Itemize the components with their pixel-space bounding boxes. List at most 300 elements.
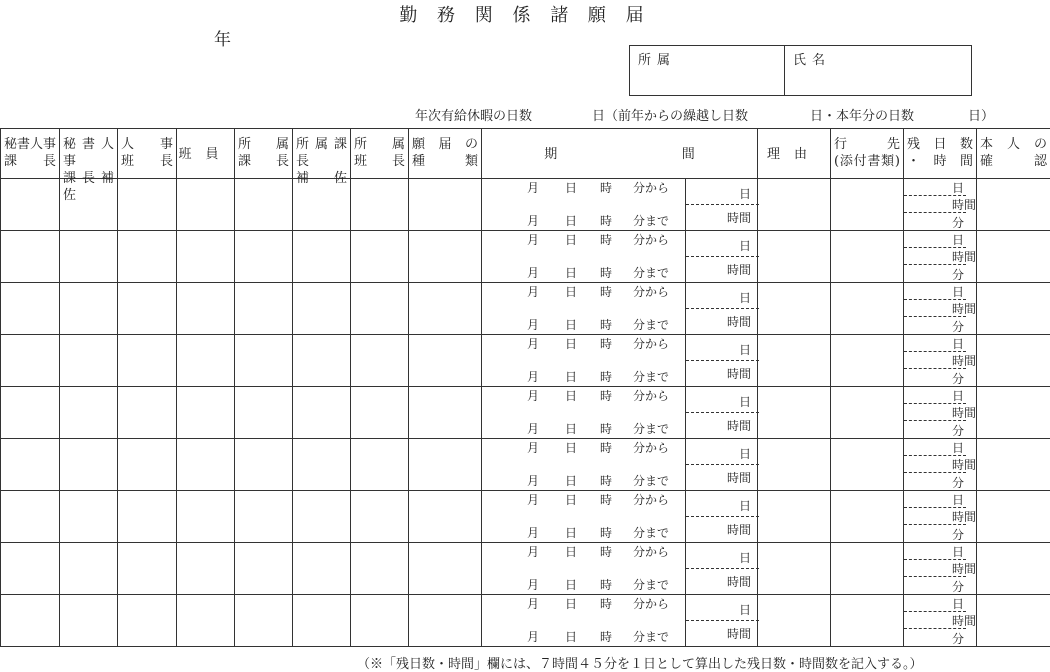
period-cell[interactable] xyxy=(482,231,758,283)
entry-cell[interactable] xyxy=(831,439,904,491)
remain-day-label: 日 xyxy=(952,595,964,612)
entry-cell[interactable] xyxy=(177,335,235,387)
header-line-2: 補佐 xyxy=(296,170,347,187)
entry-cell[interactable] xyxy=(409,439,482,491)
table-row xyxy=(1,439,1050,491)
affiliation-label: 所属 xyxy=(638,49,676,68)
from-label: 分から xyxy=(633,231,669,248)
duration-box xyxy=(685,491,759,542)
days-unit-label: 日 xyxy=(739,289,751,306)
dashed-divider xyxy=(686,620,759,621)
entry-cell[interactable] xyxy=(1,283,60,335)
hour-label: 時 xyxy=(600,491,612,508)
entry-cell[interactable] xyxy=(831,595,904,647)
period-from-line xyxy=(482,179,685,199)
current-year-days-label: 日・本年分の日数 xyxy=(810,105,914,124)
period-cell[interactable] xyxy=(482,335,758,387)
period-cell[interactable] xyxy=(482,387,758,439)
header-line-2: ・時間 xyxy=(907,153,973,170)
header-line-1: 秘書人事 xyxy=(63,136,114,170)
dashed-divider xyxy=(686,412,759,413)
dashed-divider xyxy=(904,524,966,525)
hdr-hanin xyxy=(177,129,235,179)
duration-box xyxy=(685,387,759,438)
entry-cell[interactable] xyxy=(351,439,409,491)
day-label: 日 xyxy=(565,543,577,560)
month-label: 月 xyxy=(527,212,539,229)
entry-cell[interactable] xyxy=(409,543,482,595)
day-label: 日 xyxy=(565,387,577,404)
affiliation-field[interactable] xyxy=(630,46,785,95)
period-cell[interactable] xyxy=(482,439,758,491)
remain-min-label: 分 xyxy=(952,578,964,595)
remain-hour-label: 時間 xyxy=(952,456,976,473)
entry-cell[interactable] xyxy=(235,335,293,387)
dashed-divider xyxy=(686,516,759,517)
entry-cell[interactable] xyxy=(409,335,482,387)
entry-cell[interactable] xyxy=(177,387,235,439)
until-label: 分まで xyxy=(633,576,669,593)
footnote: （※「残日数・時間」欄には、７時間４５分を１日として算出した残日数・時間数を記入する。） xyxy=(357,653,923,672)
period-until-line xyxy=(482,628,685,648)
day-label: 日 xyxy=(565,576,577,593)
header-line-1: 班員 xyxy=(178,147,232,162)
remain-hour-label: 時間 xyxy=(952,196,976,213)
until-label: 分まで xyxy=(633,524,669,541)
entry-cell[interactable] xyxy=(831,231,904,283)
days-unit-label: 日 xyxy=(739,341,751,358)
duration-box xyxy=(685,543,759,594)
header-row xyxy=(1,129,1050,179)
entry-cell[interactable] xyxy=(351,179,409,231)
year-label: 年 xyxy=(214,25,231,50)
duration-box xyxy=(685,439,759,490)
month-label: 月 xyxy=(527,335,539,352)
period-cell[interactable] xyxy=(482,595,758,647)
from-label: 分から xyxy=(633,439,669,456)
table-row xyxy=(1,387,1050,439)
day-label: 日 xyxy=(565,316,577,333)
remain-hour-label: 時間 xyxy=(952,404,976,421)
remain-day-label: 日 xyxy=(952,179,964,196)
entry-cell[interactable] xyxy=(177,491,235,543)
entry-cell[interactable] xyxy=(351,595,409,647)
hdr-type xyxy=(409,129,482,179)
entry-cell[interactable] xyxy=(118,491,177,543)
period-until-line xyxy=(482,368,685,388)
remain-min-label: 分 xyxy=(952,422,964,439)
day-label: 日 xyxy=(565,420,577,437)
entry-cell[interactable] xyxy=(1,387,60,439)
entry-cell[interactable] xyxy=(409,491,482,543)
entry-cell[interactable] xyxy=(831,543,904,595)
hour-label: 時 xyxy=(600,335,612,352)
affiliation-name-box xyxy=(629,45,972,96)
entry-cell[interactable] xyxy=(758,335,831,387)
remain-day-label: 日 xyxy=(952,231,964,248)
entry-cell[interactable] xyxy=(60,179,118,231)
form-title: 勤 務 関 係 諸 願 届 xyxy=(0,1,1050,27)
hour-label: 時 xyxy=(600,179,612,196)
from-label: 分から xyxy=(633,283,669,300)
day-label: 日 xyxy=(565,491,577,508)
entry-cell[interactable] xyxy=(351,491,409,543)
entry-cell[interactable] xyxy=(351,283,409,335)
entry-cell[interactable] xyxy=(831,491,904,543)
entry-cell[interactable] xyxy=(977,387,1050,439)
period-until-line xyxy=(482,420,685,440)
until-label: 分まで xyxy=(633,368,669,385)
day-label: 日 xyxy=(565,231,577,248)
remain-min-label: 分 xyxy=(952,214,964,231)
duration-box xyxy=(685,335,759,386)
duration-box xyxy=(685,595,759,646)
remain-day-label: 日 xyxy=(952,491,964,508)
month-label: 月 xyxy=(527,283,539,300)
table-row xyxy=(1,543,1050,595)
entry-cell[interactable] xyxy=(177,283,235,335)
entry-cell[interactable] xyxy=(177,543,235,595)
remaining-cell[interactable] xyxy=(904,387,977,439)
dashed-divider xyxy=(904,420,966,421)
entry-cell[interactable] xyxy=(235,595,293,647)
dashed-divider xyxy=(904,316,966,317)
day-label: 日 xyxy=(565,212,577,229)
hour-label: 時 xyxy=(600,212,612,229)
entry-cell[interactable] xyxy=(977,231,1050,283)
entry-cell[interactable] xyxy=(293,335,351,387)
entry-cell[interactable] xyxy=(409,283,482,335)
day-label: 日 xyxy=(565,628,577,645)
entry-cell[interactable] xyxy=(177,439,235,491)
days-unit-label: 日 xyxy=(739,237,751,254)
name-label: 氏名 xyxy=(793,49,831,68)
header-line-1: 行先 xyxy=(834,136,900,153)
entry-cell[interactable] xyxy=(293,283,351,335)
header-line-1: 所属 xyxy=(354,136,405,153)
hours-unit-label: 時間 xyxy=(727,313,751,330)
dashed-divider xyxy=(686,568,759,569)
entry-cell[interactable] xyxy=(831,335,904,387)
entry-cell[interactable] xyxy=(351,335,409,387)
entry-cell[interactable] xyxy=(758,283,831,335)
hdr-hisho-kacho xyxy=(1,129,60,179)
entry-cell[interactable] xyxy=(977,543,1050,595)
entry-cell[interactable] xyxy=(235,387,293,439)
month-label: 月 xyxy=(527,628,539,645)
period-until-line xyxy=(482,212,685,232)
entry-cell[interactable] xyxy=(118,283,177,335)
period-from-line xyxy=(482,283,685,303)
from-label: 分から xyxy=(633,491,669,508)
dashed-divider xyxy=(904,368,966,369)
entry-cell[interactable] xyxy=(235,543,293,595)
remaining-cell[interactable] xyxy=(904,595,977,647)
entry-cell[interactable] xyxy=(831,387,904,439)
remain-hour-label: 時間 xyxy=(952,508,976,525)
entry-cell[interactable] xyxy=(60,595,118,647)
hour-label: 時 xyxy=(600,472,612,489)
header-line-1: 人事 xyxy=(121,136,173,153)
entry-cell[interactable] xyxy=(409,595,482,647)
entry-cell[interactable] xyxy=(118,179,177,231)
entry-cell[interactable] xyxy=(235,231,293,283)
month-label: 月 xyxy=(527,472,539,489)
period-cell[interactable] xyxy=(482,283,758,335)
entry-cell[interactable] xyxy=(177,179,235,231)
period-until-line xyxy=(482,576,685,596)
remaining-cell[interactable] xyxy=(904,179,977,231)
entry-cell[interactable] xyxy=(118,387,177,439)
hdr-shozoku-kacho xyxy=(235,129,293,179)
header-line-1: 理由 xyxy=(767,147,821,162)
entry-cell[interactable] xyxy=(293,595,351,647)
period-from-line xyxy=(482,439,685,459)
month-label: 月 xyxy=(527,576,539,593)
dashed-divider xyxy=(904,576,966,577)
entry-cell[interactable] xyxy=(1,543,60,595)
hour-label: 時 xyxy=(600,628,612,645)
day-label: 日 xyxy=(565,524,577,541)
remain-min-label: 分 xyxy=(952,370,964,387)
remain-hour-label: 時間 xyxy=(952,248,976,265)
entry-cell[interactable] xyxy=(409,231,482,283)
hour-label: 時 xyxy=(600,543,612,560)
period-until-line xyxy=(482,316,685,336)
remain-day-label: 日 xyxy=(952,439,964,456)
entry-cell[interactable] xyxy=(977,439,1050,491)
remain-min-label: 分 xyxy=(952,266,964,283)
entry-cell[interactable] xyxy=(118,543,177,595)
month-label: 月 xyxy=(527,368,539,385)
remain-min-label: 分 xyxy=(952,318,964,335)
entry-cell[interactable] xyxy=(758,179,831,231)
remaining-cell[interactable] xyxy=(904,231,977,283)
duration-box xyxy=(685,283,759,334)
hdr-shozoku-hancho xyxy=(351,129,409,179)
from-label: 分から xyxy=(633,543,669,560)
remaining-cell[interactable] xyxy=(904,335,977,387)
header-line-1: 所属 xyxy=(238,136,289,153)
entry-cell[interactable] xyxy=(235,491,293,543)
table-row xyxy=(1,179,1050,231)
header-line-2: 間 xyxy=(682,146,695,163)
until-label: 分まで xyxy=(633,628,669,645)
period-cell[interactable] xyxy=(482,179,758,231)
from-label: 分から xyxy=(633,335,669,352)
entry-cell[interactable] xyxy=(758,491,831,543)
entry-cell[interactable] xyxy=(235,439,293,491)
entry-cell[interactable] xyxy=(60,231,118,283)
duration-box xyxy=(685,179,759,230)
entry-cell[interactable] xyxy=(977,283,1050,335)
dashed-divider xyxy=(686,204,759,205)
hdr-shozoku-hosa xyxy=(293,129,351,179)
dashed-divider xyxy=(686,464,759,465)
entry-cell[interactable] xyxy=(1,335,60,387)
entry-cell[interactable] xyxy=(977,595,1050,647)
remain-day-label: 日 xyxy=(952,283,964,300)
period-until-line xyxy=(482,472,685,492)
header-line-2: 班長 xyxy=(354,153,405,170)
month-label: 月 xyxy=(527,387,539,404)
entry-cell[interactable] xyxy=(60,543,118,595)
entry-cell[interactable] xyxy=(1,595,60,647)
period-from-line xyxy=(482,491,685,511)
entry-cell[interactable] xyxy=(758,387,831,439)
entry-cell[interactable] xyxy=(118,595,177,647)
month-label: 月 xyxy=(527,524,539,541)
entry-cell[interactable] xyxy=(293,231,351,283)
days-unit-label: 日 xyxy=(739,497,751,514)
entry-cell[interactable] xyxy=(758,543,831,595)
entry-cell[interactable] xyxy=(351,231,409,283)
table-row xyxy=(1,335,1050,387)
header-line-1: 所属課長 xyxy=(296,136,347,170)
entry-cell[interactable] xyxy=(118,231,177,283)
entry-cell[interactable] xyxy=(118,439,177,491)
days-unit-label: 日 xyxy=(739,185,751,202)
hours-unit-label: 時間 xyxy=(727,625,751,642)
period-from-line xyxy=(482,543,685,563)
entry-cell[interactable] xyxy=(293,387,351,439)
day-label: 日 xyxy=(565,595,577,612)
entry-cell[interactable] xyxy=(235,179,293,231)
header-line-2: 課長 xyxy=(4,153,56,170)
hdr-hisho-hosa xyxy=(60,129,118,179)
request-table xyxy=(0,128,1050,647)
remain-day-label: 日 xyxy=(952,387,964,404)
entry-cell[interactable] xyxy=(977,179,1050,231)
header-line-2: (添付書類) xyxy=(834,153,900,170)
day-label: 日 xyxy=(565,283,577,300)
day-label: 日 xyxy=(565,335,577,352)
entry-cell[interactable] xyxy=(831,283,904,335)
remain-day-label: 日 xyxy=(952,335,964,352)
day-label: 日 xyxy=(565,264,577,281)
table-row xyxy=(1,231,1050,283)
day-label: 日 xyxy=(565,368,577,385)
period-from-line xyxy=(482,387,685,407)
dashed-divider xyxy=(904,472,966,473)
entry-cell[interactable] xyxy=(758,595,831,647)
entry-cell[interactable] xyxy=(758,439,831,491)
days-unit-label: 日 xyxy=(739,445,751,462)
day-label: 日 xyxy=(565,472,577,489)
hour-label: 時 xyxy=(600,283,612,300)
dashed-divider xyxy=(686,256,759,257)
entry-cell[interactable] xyxy=(831,179,904,231)
remaining-cell[interactable] xyxy=(904,491,977,543)
entry-cell[interactable] xyxy=(409,179,482,231)
entry-cell[interactable] xyxy=(351,387,409,439)
hours-unit-label: 時間 xyxy=(727,365,751,382)
name-field[interactable] xyxy=(785,46,971,95)
entry-cell[interactable] xyxy=(1,491,60,543)
entry-cell[interactable] xyxy=(118,335,177,387)
remain-hour-label: 時間 xyxy=(952,300,976,317)
remain-hour-label: 時間 xyxy=(952,612,976,629)
remain-hour-label: 時間 xyxy=(952,560,976,577)
month-label: 月 xyxy=(527,264,539,281)
entry-cell[interactable] xyxy=(977,491,1050,543)
header-line-1: 本人の xyxy=(980,136,1047,153)
remain-min-label: 分 xyxy=(952,526,964,543)
month-label: 月 xyxy=(527,491,539,508)
hour-label: 時 xyxy=(600,231,612,248)
days-unit-label: 日 xyxy=(739,601,751,618)
header-line-1: 期 xyxy=(544,146,557,163)
dashed-divider xyxy=(904,212,966,213)
entry-cell[interactable] xyxy=(351,543,409,595)
entry-cell[interactable] xyxy=(177,595,235,647)
hdr-reason xyxy=(758,129,831,179)
hour-label: 時 xyxy=(600,439,612,456)
entry-cell[interactable] xyxy=(758,231,831,283)
entry-cell[interactable] xyxy=(60,439,118,491)
period-cell[interactable] xyxy=(482,543,758,595)
remain-day-label: 日 xyxy=(952,543,964,560)
period-from-line xyxy=(482,231,685,251)
entry-cell[interactable] xyxy=(409,387,482,439)
entry-cell[interactable] xyxy=(977,335,1050,387)
entry-cell[interactable] xyxy=(60,335,118,387)
entry-cell[interactable] xyxy=(293,439,351,491)
annual-leave-days-label: 年次有給休暇の日数 xyxy=(415,105,532,124)
until-label: 分まで xyxy=(633,316,669,333)
day-label: 日 xyxy=(565,179,577,196)
dashed-divider xyxy=(686,360,759,361)
entry-cell[interactable] xyxy=(60,387,118,439)
table-row xyxy=(1,595,1050,647)
closing-label: 日） xyxy=(968,105,994,124)
entry-cell[interactable] xyxy=(177,231,235,283)
remaining-cell[interactable] xyxy=(904,283,977,335)
remaining-cell[interactable] xyxy=(904,439,977,491)
header-line-2: 種類 xyxy=(412,153,478,170)
hour-label: 時 xyxy=(600,524,612,541)
entry-cell[interactable] xyxy=(1,231,60,283)
month-label: 月 xyxy=(527,231,539,248)
hdr-period xyxy=(482,129,758,179)
entry-cell[interactable] xyxy=(1,439,60,491)
dashed-divider xyxy=(904,264,966,265)
hdr-jinji-hancho xyxy=(118,129,177,179)
hours-unit-label: 時間 xyxy=(727,417,751,434)
remain-min-label: 分 xyxy=(952,630,964,647)
hours-unit-label: 時間 xyxy=(727,573,751,590)
from-label: 分から xyxy=(633,179,669,196)
entry-cell[interactable] xyxy=(60,283,118,335)
entry-cell[interactable] xyxy=(60,491,118,543)
entry-cell[interactable] xyxy=(293,543,351,595)
hour-label: 時 xyxy=(600,387,612,404)
until-label: 分まで xyxy=(633,264,669,281)
entry-cell[interactable] xyxy=(235,283,293,335)
table-row xyxy=(1,491,1050,543)
until-label: 分まで xyxy=(633,420,669,437)
from-label: 分から xyxy=(633,595,669,612)
period-until-line xyxy=(482,264,685,284)
entry-cell[interactable] xyxy=(293,179,351,231)
remaining-cell[interactable] xyxy=(904,543,977,595)
remain-min-label: 分 xyxy=(952,474,964,491)
header-line-1: 願届の xyxy=(412,136,478,153)
period-cell[interactable] xyxy=(482,491,758,543)
entry-cell[interactable] xyxy=(293,491,351,543)
month-label: 月 xyxy=(527,179,539,196)
entry-cell[interactable] xyxy=(1,179,60,231)
